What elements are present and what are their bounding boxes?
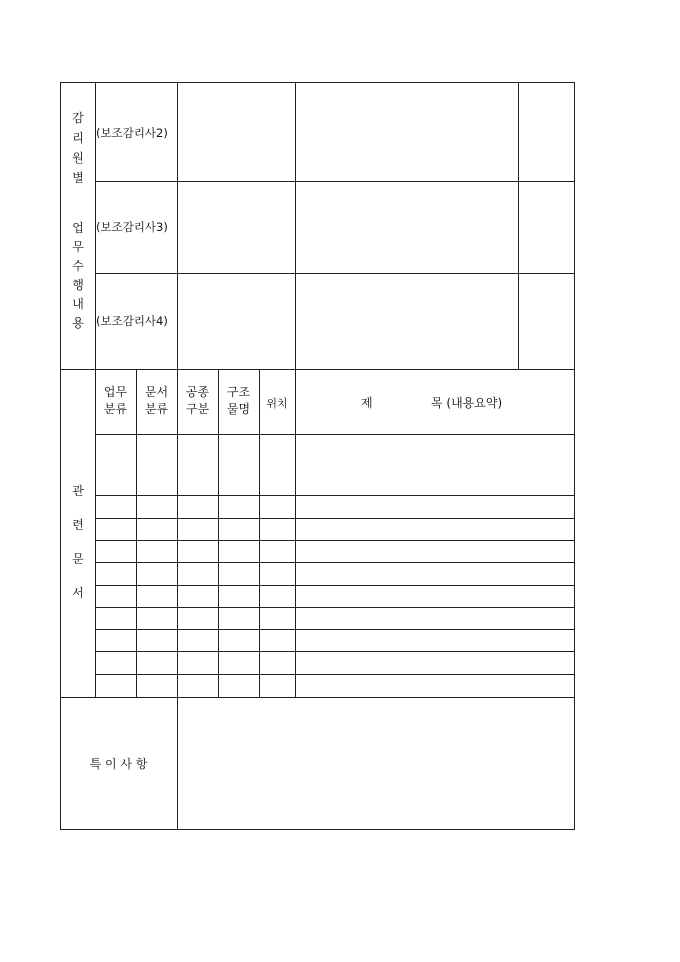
header-line: 공종 — [185, 385, 210, 399]
header-structure-name — [218, 384, 259, 418]
s2-col-line-location — [259, 369, 260, 698]
header-line: 분류 — [103, 402, 128, 416]
header-title-b: 목 (내용요약) — [431, 396, 503, 410]
s2-row-line — [95, 629, 575, 630]
header-line: 구분 — [185, 402, 210, 416]
section2-bottom-line — [60, 697, 575, 698]
role-label: (보조감리사3) — [96, 220, 168, 234]
header-line: 분류 — [144, 402, 169, 416]
s1-col4-line — [518, 82, 519, 370]
s1-label-char: 원 — [72, 151, 84, 165]
s2-row-line — [95, 495, 575, 496]
header-line: 문서 — [144, 385, 169, 399]
remarks-label: 특 이 사 항 — [89, 757, 148, 771]
header-line: 구조 — [226, 385, 251, 399]
s1-label-char: 업 — [72, 221, 84, 235]
section1-bottom-line — [60, 369, 575, 370]
s2-row-line — [95, 562, 575, 563]
header-title-a: 제 — [361, 396, 373, 410]
s1-vertical-label-bottom — [60, 219, 96, 333]
s2-row-line — [95, 585, 575, 586]
s1-label-char: 리 — [72, 131, 84, 145]
s2-row-line — [95, 518, 575, 519]
s2-col-line-struct — [218, 369, 219, 698]
table-left-border — [60, 82, 61, 830]
role-label: (보조감리사2) — [96, 126, 168, 140]
table-bottom-border — [60, 829, 575, 830]
header-work-category — [95, 384, 136, 418]
s2-col-line-doc — [136, 369, 137, 698]
s2-row-line — [95, 607, 575, 608]
s2-label-char: 련 — [72, 518, 84, 532]
s3-label-col-line — [177, 697, 178, 830]
s2-row-line — [95, 540, 575, 541]
table-top-border — [60, 82, 575, 83]
header-location: 위치 — [266, 397, 288, 410]
s1-role-col-line — [177, 82, 178, 370]
s1-label-char: 수 — [72, 259, 84, 273]
s1-row-line-1 — [95, 181, 575, 182]
header-line: 업무 — [103, 385, 128, 399]
header-line: 물명 — [226, 402, 251, 416]
s1-vertical-label-top — [60, 108, 96, 188]
header-work-type — [177, 384, 218, 418]
s1-col3-line — [295, 82, 296, 370]
s1-label-char: 감 — [72, 111, 84, 125]
s2-header-bottom-line — [95, 434, 575, 435]
s2-label-char: 관 — [72, 484, 84, 498]
s1-row-line-2 — [95, 273, 575, 274]
s2-row-line — [95, 674, 575, 675]
header-doc-category — [136, 384, 177, 418]
s2-col-line-title — [295, 369, 296, 698]
s1-label-char: 내 — [72, 297, 84, 311]
s1-label-char: 무 — [72, 240, 84, 254]
s1-label-char: 용 — [72, 316, 84, 330]
role-label: (보조감리사4) — [96, 314, 168, 328]
s1-label-char: 별 — [72, 171, 84, 185]
s2-col-line-type — [177, 369, 178, 698]
s2-vertical-label — [60, 474, 96, 610]
s2-label-char: 서 — [72, 586, 84, 600]
s2-label-char: 문 — [72, 552, 84, 566]
table-right-border — [574, 82, 575, 830]
s2-row-line — [95, 651, 575, 652]
s1-label-char: 행 — [72, 278, 84, 292]
